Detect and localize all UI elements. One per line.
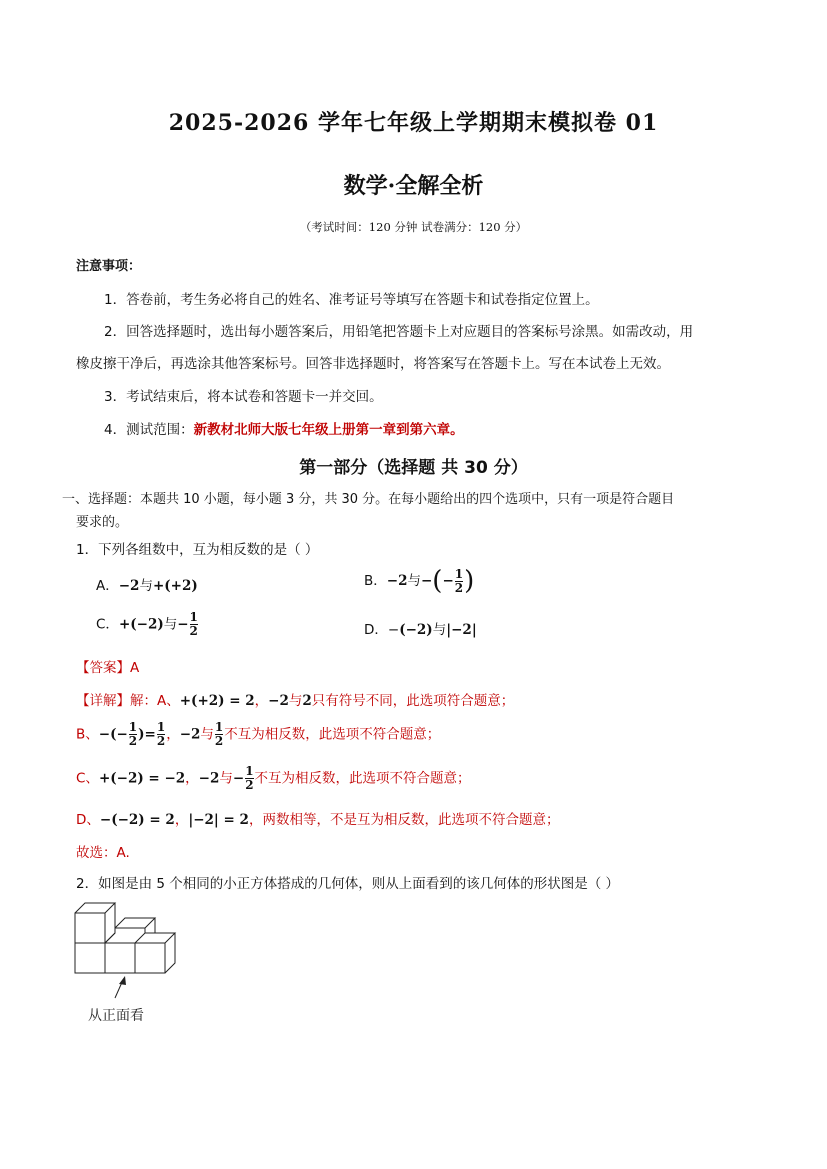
q1-detail-b-den2: 2 <box>156 734 166 748</box>
cube-side-face-3 <box>165 933 175 973</box>
q1-detail-b-den3: 2 <box>214 734 224 748</box>
note-3: 3．考试结束后，将本试卷和答题卡一并交回。 <box>104 389 383 405</box>
q1-b-num: 1 <box>454 566 464 581</box>
q1-detail-a-2: 只有符号不同，此选项符合题意； <box>311 693 515 709</box>
q1-detail-d-m1: −(−2) = 2 <box>99 812 175 828</box>
q1-detail-a-sep: ， <box>254 693 269 709</box>
paper-title: 2025-2026 学年七年级上学期期末模拟卷 01 <box>168 110 659 136</box>
q1-detail-c-frac <box>245 765 253 792</box>
paper-subtitle: 数学·全解全析 <box>343 173 484 199</box>
q1-detail-c-2: 不互为相反数，此选项不符合题意； <box>254 770 471 787</box>
q1-b-rparen: ) <box>464 566 475 596</box>
q1-detail-c-den: 2 <box>245 778 254 792</box>
note-4-prefix: 4．测试范围： <box>104 422 194 438</box>
q1-detail-d-2: ，两数相等，不是互为相反数，此选项不符合题意； <box>248 812 560 828</box>
q1-detail-c-neg: − <box>232 770 245 787</box>
q1-detail-b <box>76 721 440 748</box>
q1-detail-a <box>76 689 514 709</box>
q1-detail-b-2: 不互为相反数，此选项不符合题意； <box>224 726 441 743</box>
q1-detail-b-m1: −(− <box>98 726 128 743</box>
q1-c-den: 2 <box>189 624 198 638</box>
q1-detail-b-with: 与 <box>200 726 214 743</box>
q1-detail-d-m2: |−2| = 2 <box>188 812 249 828</box>
q1-detail-d <box>76 808 559 828</box>
cube-front-bottom-3 <box>135 943 165 973</box>
q1-conclusion: 故选：A. <box>76 845 130 861</box>
q1-c-num: 1 <box>189 610 198 624</box>
q1-option-b <box>364 566 474 596</box>
q1-detail-b-sep: ， <box>166 726 180 743</box>
q1-detail-b-num2: 1 <box>156 720 166 734</box>
exam-info: （考试时间：120 分钟 试卷满分：120 分） <box>299 220 528 234</box>
note-4 <box>104 418 464 438</box>
q2-cube-figure <box>70 898 185 1028</box>
q1-detail-a-m3: 2 <box>302 693 312 709</box>
q1-b-with: 与 <box>407 573 421 589</box>
q1-d-expr1: (−2) <box>399 622 433 638</box>
section-intro-a: 一、选择题：本题共 10 小题，每小题 3 分，共 30 分。在每小题给出的四个选项中，只有一项是符合题目 <box>62 492 675 507</box>
q2-figure-caption: 从正面看 <box>88 1008 144 1024</box>
q1-detail-tag: 【详解】 <box>76 693 130 709</box>
q1-detail-c-1: C、 <box>76 770 99 787</box>
q1-b-lparen: ( <box>432 566 443 596</box>
q1-detail-a-m1: +(+2) = 2 <box>179 693 255 709</box>
q1-d-with: 与 <box>432 622 447 638</box>
q1-detail-c-with: 与 <box>219 770 233 787</box>
note-4-scope: 新教材北师大版七年级上册第一章到第六章。 <box>193 422 464 438</box>
q1-a-with: 与 <box>139 578 153 594</box>
cube-front-top-1 <box>75 913 105 943</box>
q1-detail-c-num: 1 <box>245 764 254 778</box>
section-intro-b: 要求的。 <box>76 515 129 530</box>
q1-a-expr2: +(+2) <box>152 578 198 594</box>
q1-b-expr2-pre: − <box>420 573 433 589</box>
q1-detail-c <box>76 765 471 792</box>
note-2a: 2．回答选择题时，选出每小题答案后，用铅笔把答题卡上对应题目的答案标号涂黑。如需改动，用 <box>104 324 694 340</box>
q1-detail-b-den: 2 <box>128 734 138 748</box>
cube-front-bottom-2 <box>105 943 135 973</box>
q1-option-d <box>364 618 477 638</box>
notes-heading: 注意事项： <box>76 259 142 274</box>
q1-b-label: B． <box>364 573 387 589</box>
q1-detail-c-m1: +(−2) = −2 <box>98 770 186 787</box>
q1-detail-b-1: B、 <box>76 726 99 743</box>
cube-top-face-1 <box>75 903 115 913</box>
q2-stem: 2．如图是由 5 个相同的小正方体搭成的几何体，则从上面看到的该几何体的形状图是（ ） <box>76 876 620 892</box>
q1-detail-b-m2: )= <box>138 726 156 743</box>
note-1: 1．答卷前，考生务必将自己的姓名、准考证号等填写在答题卡和试卷指定位置上。 <box>104 292 599 308</box>
cube-top-face-back <box>115 918 155 928</box>
q1-detail-b-num3: 1 <box>214 720 224 734</box>
q1-stem: 1．下列各组数中，互为相反数的是（ ） <box>76 542 319 558</box>
section-title: 第一部分（选择题 共 30 分） <box>299 458 528 478</box>
q1-detail-b-frac2 <box>157 721 165 748</box>
q1-c-neg: − <box>177 616 189 633</box>
cube-top-face-3 <box>135 933 175 943</box>
q1-detail-d-1: D、 <box>76 812 100 828</box>
q1-detail-b-num: 1 <box>128 720 138 734</box>
q1-detail-a-m2: −2 <box>268 693 289 709</box>
q1-detail-c-sep: ， <box>185 770 199 787</box>
q1-b-expr1: −2 <box>386 573 408 589</box>
q1-b-neg: − <box>442 573 454 589</box>
q1-a-expr1: −2 <box>118 578 140 594</box>
q1-detail-b-m3: −2 <box>179 726 201 743</box>
note-2b: 橡皮擦干净后，再选涂其他答案标号。回答非选择题时，将答案写在答题卡上。写在本试卷上无效。 <box>76 356 670 372</box>
q1-option-a <box>96 574 198 594</box>
q1-answer: 【答案】A <box>76 660 140 676</box>
q1-c-label: C． <box>96 616 119 633</box>
q1-c-expr1: +(−2) <box>118 616 164 633</box>
q1-detail-a-1: 解：A、 <box>130 693 180 709</box>
q1-d-expr2: |−2| <box>446 622 477 638</box>
q1-c-with: 与 <box>163 616 178 633</box>
q1-a-label: A． <box>96 578 119 594</box>
q1-d-expr1-pre: − <box>387 622 400 638</box>
q1-c-fraction <box>190 611 198 638</box>
q1-detail-b-frac1 <box>129 721 137 748</box>
q1-detail-b-frac3 <box>215 721 223 748</box>
cube-front-bottom-1 <box>75 943 105 973</box>
q1-b-fraction <box>455 568 463 595</box>
q1-option-c <box>96 611 199 638</box>
q1-detail-d-sep: ， <box>174 812 189 828</box>
q1-detail-a-with: 与 <box>288 693 303 709</box>
cube-connector <box>105 928 115 943</box>
q1-d-label: D． <box>364 622 388 638</box>
q1-detail-c-m2: −2 <box>198 770 220 787</box>
q1-b-den: 2 <box>454 580 464 595</box>
cube-side-face-1 <box>105 903 115 943</box>
view-arrow-head <box>119 976 126 985</box>
